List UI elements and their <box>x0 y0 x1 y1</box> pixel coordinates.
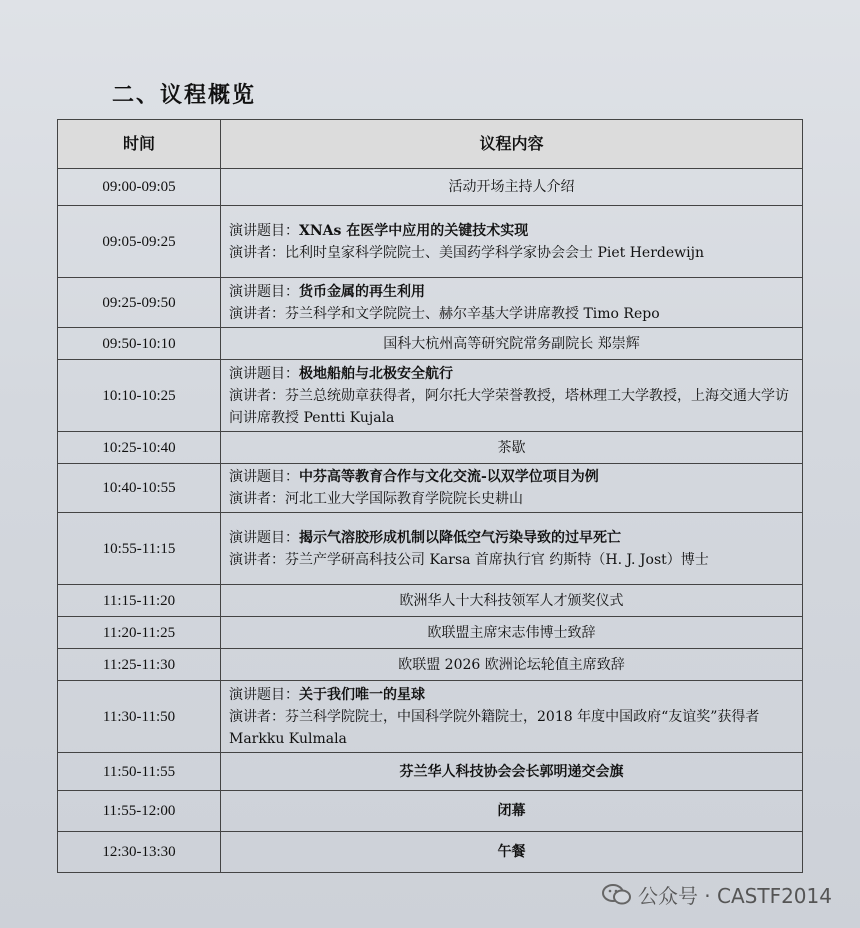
talk-speaker <box>229 242 794 264</box>
row-content: 午餐 <box>221 832 803 873</box>
speaker-label: 演讲者： <box>229 387 285 404</box>
table-row <box>58 278 803 328</box>
speaker-label: 演讲者： <box>229 305 285 322</box>
talk-speaker <box>229 549 794 571</box>
row-content: 欧联盟主席宋志伟博士致辞 <box>221 617 803 649</box>
row-time: 11:30-11:50 <box>58 681 221 753</box>
row-content <box>221 464 803 513</box>
table-row <box>58 649 803 681</box>
table-header-row <box>58 120 803 169</box>
speaker-name: 芬兰科学和文学院院士、赫尔辛基大学讲席教授 Timo Repo <box>285 305 660 322</box>
row-time: 09:05-09:25 <box>58 206 221 278</box>
topic-title: 中芬高等教育合作与文化交流-以双学位项目为例 <box>299 469 599 485</box>
row-content: 欧联盟 2026 欧洲论坛轮值主席致辞 <box>221 649 803 681</box>
row-time: 10:10-10:25 <box>58 360 221 432</box>
agenda-table <box>57 119 803 873</box>
speaker-name: 芬兰科学院院士，中国科学院外籍院士，2018 年度中国政府“友谊奖”获得者 Markku Kulmala <box>229 708 760 747</box>
speaker-label: 演讲者： <box>229 551 285 568</box>
table-row <box>58 169 803 206</box>
talk-topic <box>229 684 794 706</box>
talk-speaker <box>229 488 794 510</box>
topic-title: 极地船舶与北极安全航行 <box>299 365 453 382</box>
table-row <box>58 617 803 649</box>
row-content: 国科大杭州高等研究院常务副院长 郑崇辉 <box>221 328 803 360</box>
talk-speaker <box>229 385 794 429</box>
row-content <box>221 206 803 278</box>
row-time: 11:20-11:25 <box>58 617 221 649</box>
talk-topic <box>229 363 794 385</box>
talk-speaker <box>229 706 794 750</box>
section-title: 二、议程概览 <box>112 83 257 108</box>
header-content: 议程内容 <box>221 120 803 169</box>
row-time: 11:50-11:55 <box>58 753 221 791</box>
talk-topic <box>229 466 794 488</box>
talk-topic <box>229 527 794 549</box>
row-content: 芬兰华人科技协会会长郭明递交会旗 <box>221 753 803 791</box>
table-row <box>58 585 803 617</box>
row-time: 10:25-10:40 <box>58 432 221 464</box>
speaker-label: 演讲者： <box>229 708 285 725</box>
table-row <box>58 791 803 832</box>
table-row <box>58 206 803 278</box>
row-time: 11:55-12:00 <box>58 791 221 832</box>
row-content <box>221 513 803 585</box>
topic-label: 演讲题目： <box>229 469 299 485</box>
speaker-name: 芬兰产学研高科技公司 Karsa 首席执行官 约斯特（H. J. Jost）博士 <box>285 551 709 568</box>
row-time: 10:55-11:15 <box>58 513 221 585</box>
topic-title: 揭示气溶胶形成机制以降低空气污染导致的过早死亡 <box>299 529 621 546</box>
row-content: 活动开场主持人介绍 <box>221 169 803 206</box>
table-row <box>58 328 803 360</box>
table-row <box>58 513 803 585</box>
table-row <box>58 432 803 464</box>
speaker-name: 芬兰总统勋章获得者，阿尔托大学荣誉教授，塔林理工大学教授，上海交通大学访问讲席教授 Pentti Kujala <box>229 387 789 426</box>
row-time: 11:15-11:20 <box>58 585 221 617</box>
row-time: 10:40-10:55 <box>58 464 221 513</box>
watermark-text: 公众号 · CASTF2014 <box>637 884 832 908</box>
speaker-name: 比利时皇家科学院院士、美国药学科学家协会会士 Piet Herdewijn <box>285 244 704 261</box>
talk-topic <box>229 220 794 242</box>
table-row <box>58 832 803 873</box>
topic-title: XNAs 在医学中应用的关键技术实现 <box>299 222 529 239</box>
topic-label: 演讲题目： <box>229 529 299 546</box>
row-content <box>221 278 803 328</box>
topic-title: 关于我们唯一的星球 <box>299 686 425 703</box>
header-time: 时间 <box>58 120 221 169</box>
table-row <box>58 753 803 791</box>
topic-label: 演讲题目： <box>229 222 299 239</box>
row-time: 12:30-13:30 <box>58 832 221 873</box>
row-content: 茶歇 <box>221 432 803 464</box>
topic-label: 演讲题目： <box>229 283 299 300</box>
row-content: 闭幕 <box>221 791 803 832</box>
speaker-label: 演讲者： <box>229 491 285 507</box>
row-time: 11:25-11:30 <box>58 649 221 681</box>
talk-speaker <box>229 303 794 325</box>
topic-title: 货币金属的再生利用 <box>299 283 425 300</box>
row-time: 09:00-09:05 <box>58 169 221 206</box>
speaker-name: 河北工业大学国际教育学院院长史耕山 <box>285 491 523 507</box>
row-content <box>221 360 803 432</box>
table-row <box>58 360 803 432</box>
table-row <box>58 681 803 753</box>
row-content: 欧洲华人十大科技领军人才颁奖仪式 <box>221 585 803 617</box>
watermark <box>602 880 832 909</box>
talk-topic <box>229 281 794 303</box>
topic-label: 演讲题目： <box>229 686 299 703</box>
wechat-icon <box>602 883 632 907</box>
speaker-label: 演讲者： <box>229 244 285 261</box>
row-content <box>221 681 803 753</box>
table-row <box>58 464 803 513</box>
topic-label: 演讲题目： <box>229 365 299 382</box>
row-time: 09:25-09:50 <box>58 278 221 328</box>
row-time: 09:50-10:10 <box>58 328 221 360</box>
